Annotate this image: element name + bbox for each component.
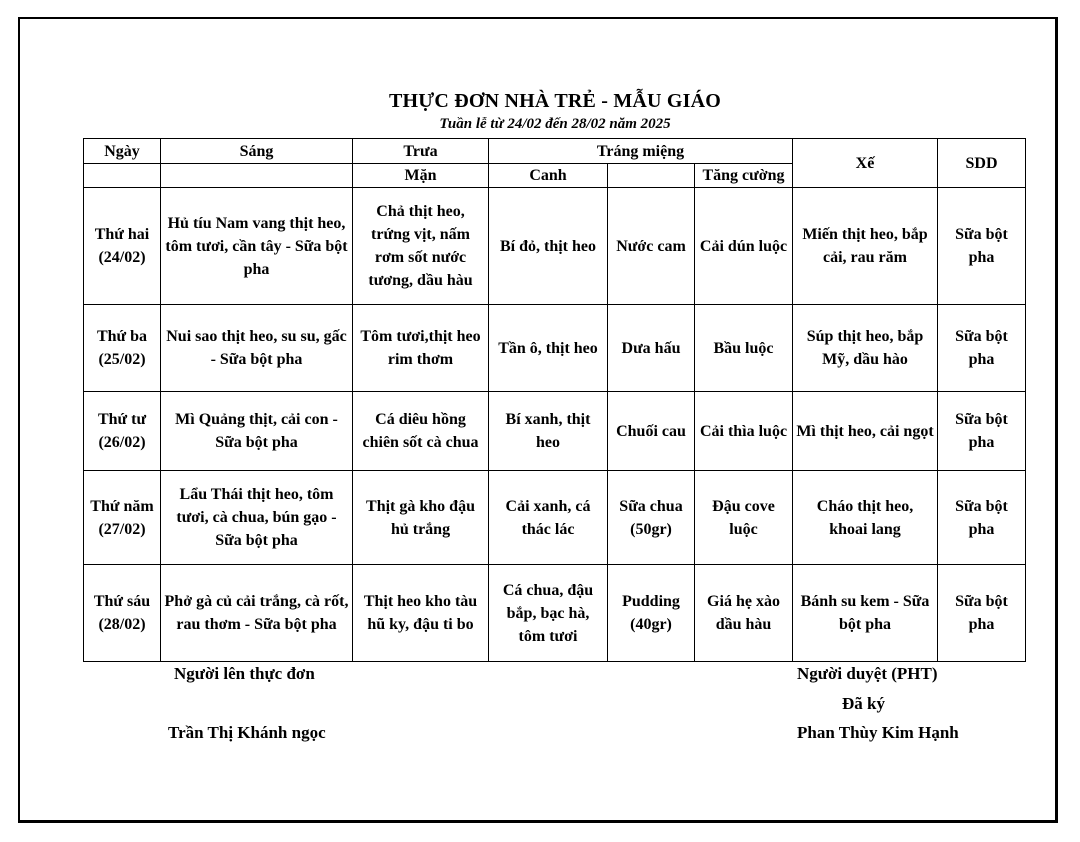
sdd-cell: Sữa bột pha [938, 188, 1026, 305]
xe-cell: Mì thịt heo, cải ngọt [793, 392, 938, 471]
header-man: Mặn [353, 164, 489, 188]
canh-cell: Bí đỏ, thịt heo [489, 188, 608, 305]
approver-title: Người duyệt (PHT) [797, 664, 938, 683]
man-cell: Thịt gà kho đậu hủ trắng [353, 471, 489, 565]
day-cell: Thứ hai (24/02) [84, 188, 161, 305]
tang-cuong-cell: Giá hẹ xào dầu hàu [695, 565, 793, 662]
tang-cuong-cell: Cải dún luộc [695, 188, 793, 305]
sdd-cell: Sữa bột pha [938, 471, 1026, 565]
header-sang: Sáng [161, 139, 353, 164]
day-cell: Thứ tư (26/02) [84, 392, 161, 471]
man-cell: Tôm tươi,thịt heo rim thơm [353, 305, 489, 392]
page-subtitle: Tuần lễ từ 24/02 đến 28/02 năm 2025 [439, 116, 671, 132]
man-cell: Cá diêu hồng chiên sốt cà chua [353, 392, 489, 471]
table-row [84, 305, 1026, 392]
header-ngay: Ngày [84, 139, 161, 164]
sang-cell: Phở gà củ cải trắng, cà rốt, rau thơm - Sữa bột pha [161, 565, 353, 662]
header-xe: Xế [793, 139, 938, 188]
trang-mieng-cell: Dưa hấu [608, 305, 695, 392]
page-title: THỰC ĐƠN NHÀ TRẺ - MẪU GIÁO [388, 90, 722, 112]
header-sdd: SDD [938, 139, 1026, 188]
day-cell: Thứ năm (27/02) [84, 471, 161, 565]
header-trua: Trưa [353, 139, 489, 164]
sdd-cell: Sữa bột pha [938, 392, 1026, 471]
man-cell: Thịt heo kho tàu hũ ky, đậu ti bo [353, 565, 489, 662]
canh-cell: Cải xanh, cá thác lác [489, 471, 608, 565]
header-tang-cuong: Tăng cường [695, 164, 793, 188]
trang-mieng-cell: Sữa chua (50gr) [608, 471, 695, 565]
header-row-1 [84, 139, 1026, 164]
canh-cell: Bí xanh, thịt heo [489, 392, 608, 471]
xe-cell: Cháo thịt heo, khoai lang [793, 471, 938, 565]
canh-cell: Tần ô, thịt heo [489, 305, 608, 392]
day-cell: Thứ sáu (28/02) [84, 565, 161, 662]
creator-name: Trần Thị Khánh ngọc [168, 723, 326, 742]
day-cell: Thứ ba (25/02) [84, 305, 161, 392]
sdd-cell: Sữa bột pha [938, 305, 1026, 392]
sdd-cell: Sữa bột pha [938, 565, 1026, 662]
sang-cell: Mì Quảng thịt, cải con - Sữa bột pha [161, 392, 353, 471]
table-row [84, 392, 1026, 471]
trang-mieng-cell: Nước cam [608, 188, 695, 305]
tang-cuong-cell: Cải thìa luộc [695, 392, 793, 471]
canh-cell: Cá chua, đậu bắp, bạc hà, tôm tươi [489, 565, 608, 662]
xe-cell: Súp thịt heo, bắp Mỹ, dầu hào [793, 305, 938, 392]
sang-cell: Lẩu Thái thịt heo, tôm tươi, cà chua, bún gạo - Sữa bột pha [161, 471, 353, 565]
tang-cuong-cell: Bầu luộc [695, 305, 793, 392]
header-empty-trang-mieng [608, 164, 695, 188]
header-trang-mieng: Tráng miệng [489, 139, 793, 164]
table-row [84, 471, 1026, 565]
header-empty-sang [161, 164, 353, 188]
tang-cuong-cell: Đậu cove luộc [695, 471, 793, 565]
menu-table [83, 138, 1026, 662]
table-row [84, 188, 1026, 305]
xe-cell: Bánh su kem - Sữa bột pha [793, 565, 938, 662]
header-canh: Canh [489, 164, 608, 188]
header-empty-ngay [84, 164, 161, 188]
man-cell: Chả thịt heo, trứng vịt, nấm rơm sốt nước tương, dầu hàu [353, 188, 489, 305]
sang-cell: Hủ tíu Nam vang thịt heo, tôm tươi, cần tây - Sữa bột pha [161, 188, 353, 305]
approver-name: Phan Thùy Kim Hạnh [797, 723, 959, 742]
trang-mieng-cell: Chuối cau [608, 392, 695, 471]
sang-cell: Nui sao thịt heo, su su, gấc - Sữa bột pha [161, 305, 353, 392]
approver-status: Đã ký [842, 694, 885, 713]
creator-title: Người lên thực đơn [174, 664, 315, 683]
xe-cell: Miến thịt heo, bắp cải, rau răm [793, 188, 938, 305]
table-row [84, 565, 1026, 662]
trang-mieng-cell: Pudding (40gr) [608, 565, 695, 662]
